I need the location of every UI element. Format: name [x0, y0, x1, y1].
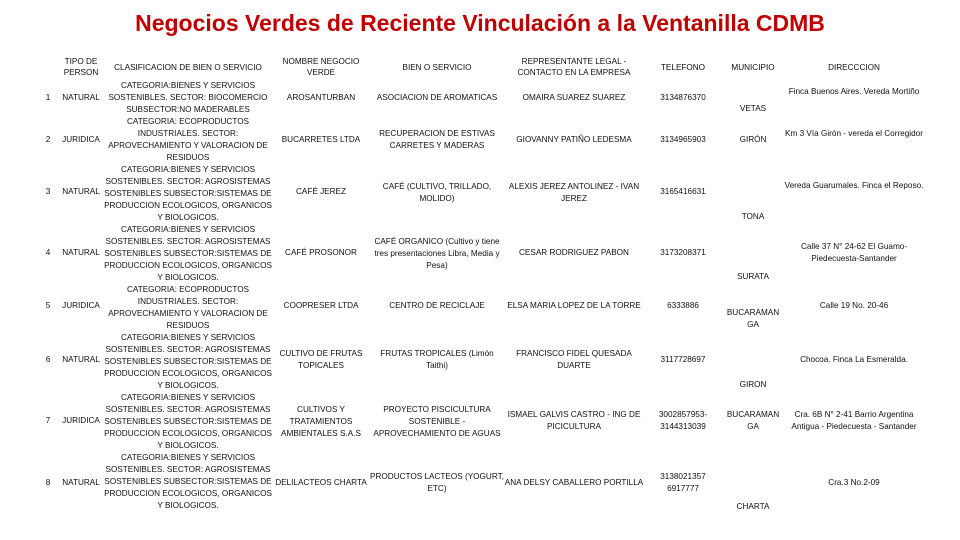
- cell-telefono: 3165416631: [660, 187, 706, 196]
- row-number: 8: [45, 478, 51, 487]
- cell-clasificacion: CATEGORIA:BIENES Y SERVICIOS SOSTENIBLES. SECTOR: AGROSISTEMAS SOSTENIBLES SUBSECTOR:SISTEMAS DE PRODUCCION ECOLOGICOS, ORGANICOS Y BIOLOGICOS.: [104, 453, 272, 510]
- cell-telefono: 3134876370: [660, 93, 706, 102]
- cell-tipo: JURIDICA: [62, 416, 100, 425]
- row-number: 4: [45, 248, 51, 257]
- cell-direccion: Chocoa. Finca La Esmeralda.: [800, 355, 908, 364]
- cell-municipio: BUCARAMAN GA: [726, 410, 780, 431]
- header-representante: REPRESENTANTE LEGAL - CONTACTO EN LA EMPRESA: [517, 57, 631, 77]
- cell-tipo: NATURAL: [62, 248, 100, 257]
- cell-nombre: DELILACTEOS CHARTA: [275, 478, 367, 487]
- header-telefono: TELEFONO: [660, 63, 706, 72]
- cell-municipio: SURATA: [737, 272, 769, 281]
- cell-municipio: BUCARAMAN GA: [726, 308, 780, 329]
- row-number: 2: [45, 135, 51, 144]
- row-number: 7: [45, 416, 51, 425]
- cell-clasificacion: CATEGORIA: ECOPRODUCTOS INDUSTRIALES. SECTOR: APROVECHAMIENTO Y VALORACION DE RESIDUOS: [108, 285, 268, 330]
- cell-nombre: CULTIVO DE FRUTAS TOPICALES: [279, 349, 363, 370]
- cell-nombre: CAFÉ JEREZ: [295, 187, 347, 196]
- cell-representante: OMAIRA SUAREZ SUAREZ: [522, 93, 626, 102]
- cell-bien: ASOCIACION DE AROMATICAS: [376, 93, 498, 102]
- cell-clasificacion: CATEGORIA: ECOPRODUCTOS INDUSTRIALES. SECTOR: APROVECHAMIENTO Y VALORACION DE RESIDUOS: [108, 117, 268, 162]
- cell-bien: CAFÉ (CULTIVO, TRILLADO, MOLIDO): [382, 182, 492, 203]
- cell-direccion: Finca Buenos Aires. Vereda Mortiño: [788, 87, 920, 96]
- cell-representante: ALEXIS JEREZ ANTOLINEZ - IVAN JEREZ: [508, 182, 640, 203]
- cell-clasificacion: CATEGORIA:BIENES Y SERVICIOS SOSTENIBLES. SECTOR: BIOCOMERCIO SUBSECTOR:NO MADERABLES: [108, 81, 268, 114]
- page-title: Negocios Verdes de Reciente Vinculación a la Ventanilla CDMB: [135, 10, 825, 36]
- row-number: 1: [45, 93, 51, 102]
- cell-municipio: CHARTA: [736, 502, 770, 511]
- cell-tipo: NATURAL: [62, 93, 100, 102]
- cell-telefono: 3138021357 6917777: [660, 472, 706, 493]
- header-clasificacion: CLASIFICACION DE BIEN O SERVICIO: [114, 63, 262, 72]
- header-bien: BIEN O SERVICIO: [402, 63, 472, 72]
- cell-clasificacion: CATEGORIA:BIENES Y SERVICIOS SOSTENIBLES. SECTOR: AGROSISTEMAS SOSTENIBLES SUBSECTOR:SISTEMAS DE PRODUCCION ECOLOGICOS, ORGANICOS Y BIOLOGICOS.: [104, 393, 272, 450]
- cell-telefono: 6333886: [667, 301, 699, 310]
- cell-clasificacion: CATEGORIA:BIENES Y SERVICIOS SOSTENIBLES. SECTOR: AGROSISTEMAS SOSTENIBLES SUBSECTOR:SISTEMAS DE PRODUCCION ECOLOGICOS, ORGANICOS Y BIOLOGICOS.: [104, 165, 272, 222]
- header-tipo: TIPO DE PERSON: [63, 57, 99, 77]
- header-direccion: DIRECCCION: [828, 63, 880, 72]
- cell-telefono: 3117728697: [660, 355, 706, 364]
- cell-representante: ANA DELSY CABALLERO PORTILLA: [504, 478, 644, 487]
- cell-direccion: Cra. 6B N° 2-41 Barrio Argentina Antigua - Piedecuesta - Santander: [791, 410, 917, 431]
- cell-nombre: CAFÉ PROSONOR: [285, 248, 357, 257]
- cell-tipo: NATURAL: [62, 187, 100, 196]
- cell-bien: RECUPERACION DE ESTIVAS CARRETES Y MADERAS: [379, 129, 495, 150]
- row-number: 5: [45, 301, 51, 310]
- cell-nombre: BUCARRETES LTDA: [281, 135, 361, 144]
- cell-tipo: NATURAL: [62, 478, 100, 487]
- header-nombre: NOMBRE NEGOCIO VERDE: [282, 57, 360, 77]
- cell-bien: FRUTAS TROPICALES (Limón Taithi): [380, 349, 494, 370]
- cell-bien: PRODUCTOS LACTEOS (YOGURT, ETC): [370, 472, 504, 493]
- cell-representante: ELSA MARIA LOPEZ DE LA TORRE: [507, 301, 641, 310]
- cell-representante: GIOVANNY PATIÑO LEDESMA: [516, 135, 632, 144]
- cell-tipo: JURIDICA: [62, 135, 100, 144]
- cell-bien: PROYECTO PISCICULTURA SOSTENIBLE - APROVECHAMIENTO DE AGUAS: [373, 405, 501, 438]
- cell-representante: CESAR RODRIGUEZ PABON: [519, 248, 629, 257]
- cell-municipio: GIRON: [739, 380, 767, 389]
- cell-tipo: NATURAL: [62, 355, 100, 364]
- cell-direccion: Km 3 Vía Girón - vereda el Corregidor: [785, 129, 923, 138]
- cell-nombre: AROSANTURBAN: [286, 93, 356, 102]
- cell-telefono: 3002857953- 3144313039: [658, 410, 708, 431]
- cell-tipo: JURIDICA: [62, 301, 100, 310]
- cell-direccion: Cra.3 No.2-09: [828, 478, 880, 487]
- cell-municipio: GIRÓN: [739, 135, 767, 144]
- cell-bien: CAFÉ ORGANICO (Cultivo y tiene tres presentaciones Libra, Media y Pesa): [374, 237, 500, 270]
- row-number: 6: [45, 355, 51, 364]
- cell-municipio: VETAS: [739, 104, 767, 113]
- cell-municipio: TONA: [741, 212, 765, 221]
- cell-bien: CENTRO DE RECICLAJE: [389, 301, 485, 310]
- cell-nombre: CULTIVOS Y TRATAMIENTOS AMBIENTALES S.A.S: [281, 405, 361, 438]
- cell-nombre: COOPRESER LTDA: [283, 301, 359, 310]
- cell-direccion: Calle 37 N° 24-62 El Guamo-Piedecuesta-Santander: [800, 242, 908, 263]
- row-number: 3: [45, 187, 51, 196]
- cell-representante: ISMAEL GALVIS CASTRO - ING DE PICICULTURA: [507, 410, 641, 431]
- cell-direccion: Calle 19 No. 20-46: [819, 301, 889, 310]
- cell-telefono: 3134965903: [660, 135, 706, 144]
- cell-representante: FRANCISCO FIDEL QUESADA DUARTE: [516, 349, 632, 370]
- header-municipio: MUNICIPIO: [731, 63, 775, 72]
- cell-telefono: 3173208371: [660, 248, 706, 257]
- cell-clasificacion: CATEGORIA:BIENES Y SERVICIOS SOSTENIBLES. SECTOR: AGROSISTEMAS SOSTENIBLES SUBSECTOR:SISTEMAS DE PRODUCCION ECOLOGICOS, ORGANICOS Y BIOLOGICOS.: [104, 225, 272, 282]
- cell-direccion: Vereda Guarumales. Finca el Reposo.: [784, 181, 924, 190]
- cell-clasificacion: CATEGORIA:BIENES Y SERVICIOS SOSTENIBLES. SECTOR: AGROSISTEMAS SOSTENIBLES SUBSECTOR:SISTEMAS DE PRODUCCION ECOLOGICOS, ORGANICOS Y BIOLOGICOS.: [104, 333, 272, 390]
